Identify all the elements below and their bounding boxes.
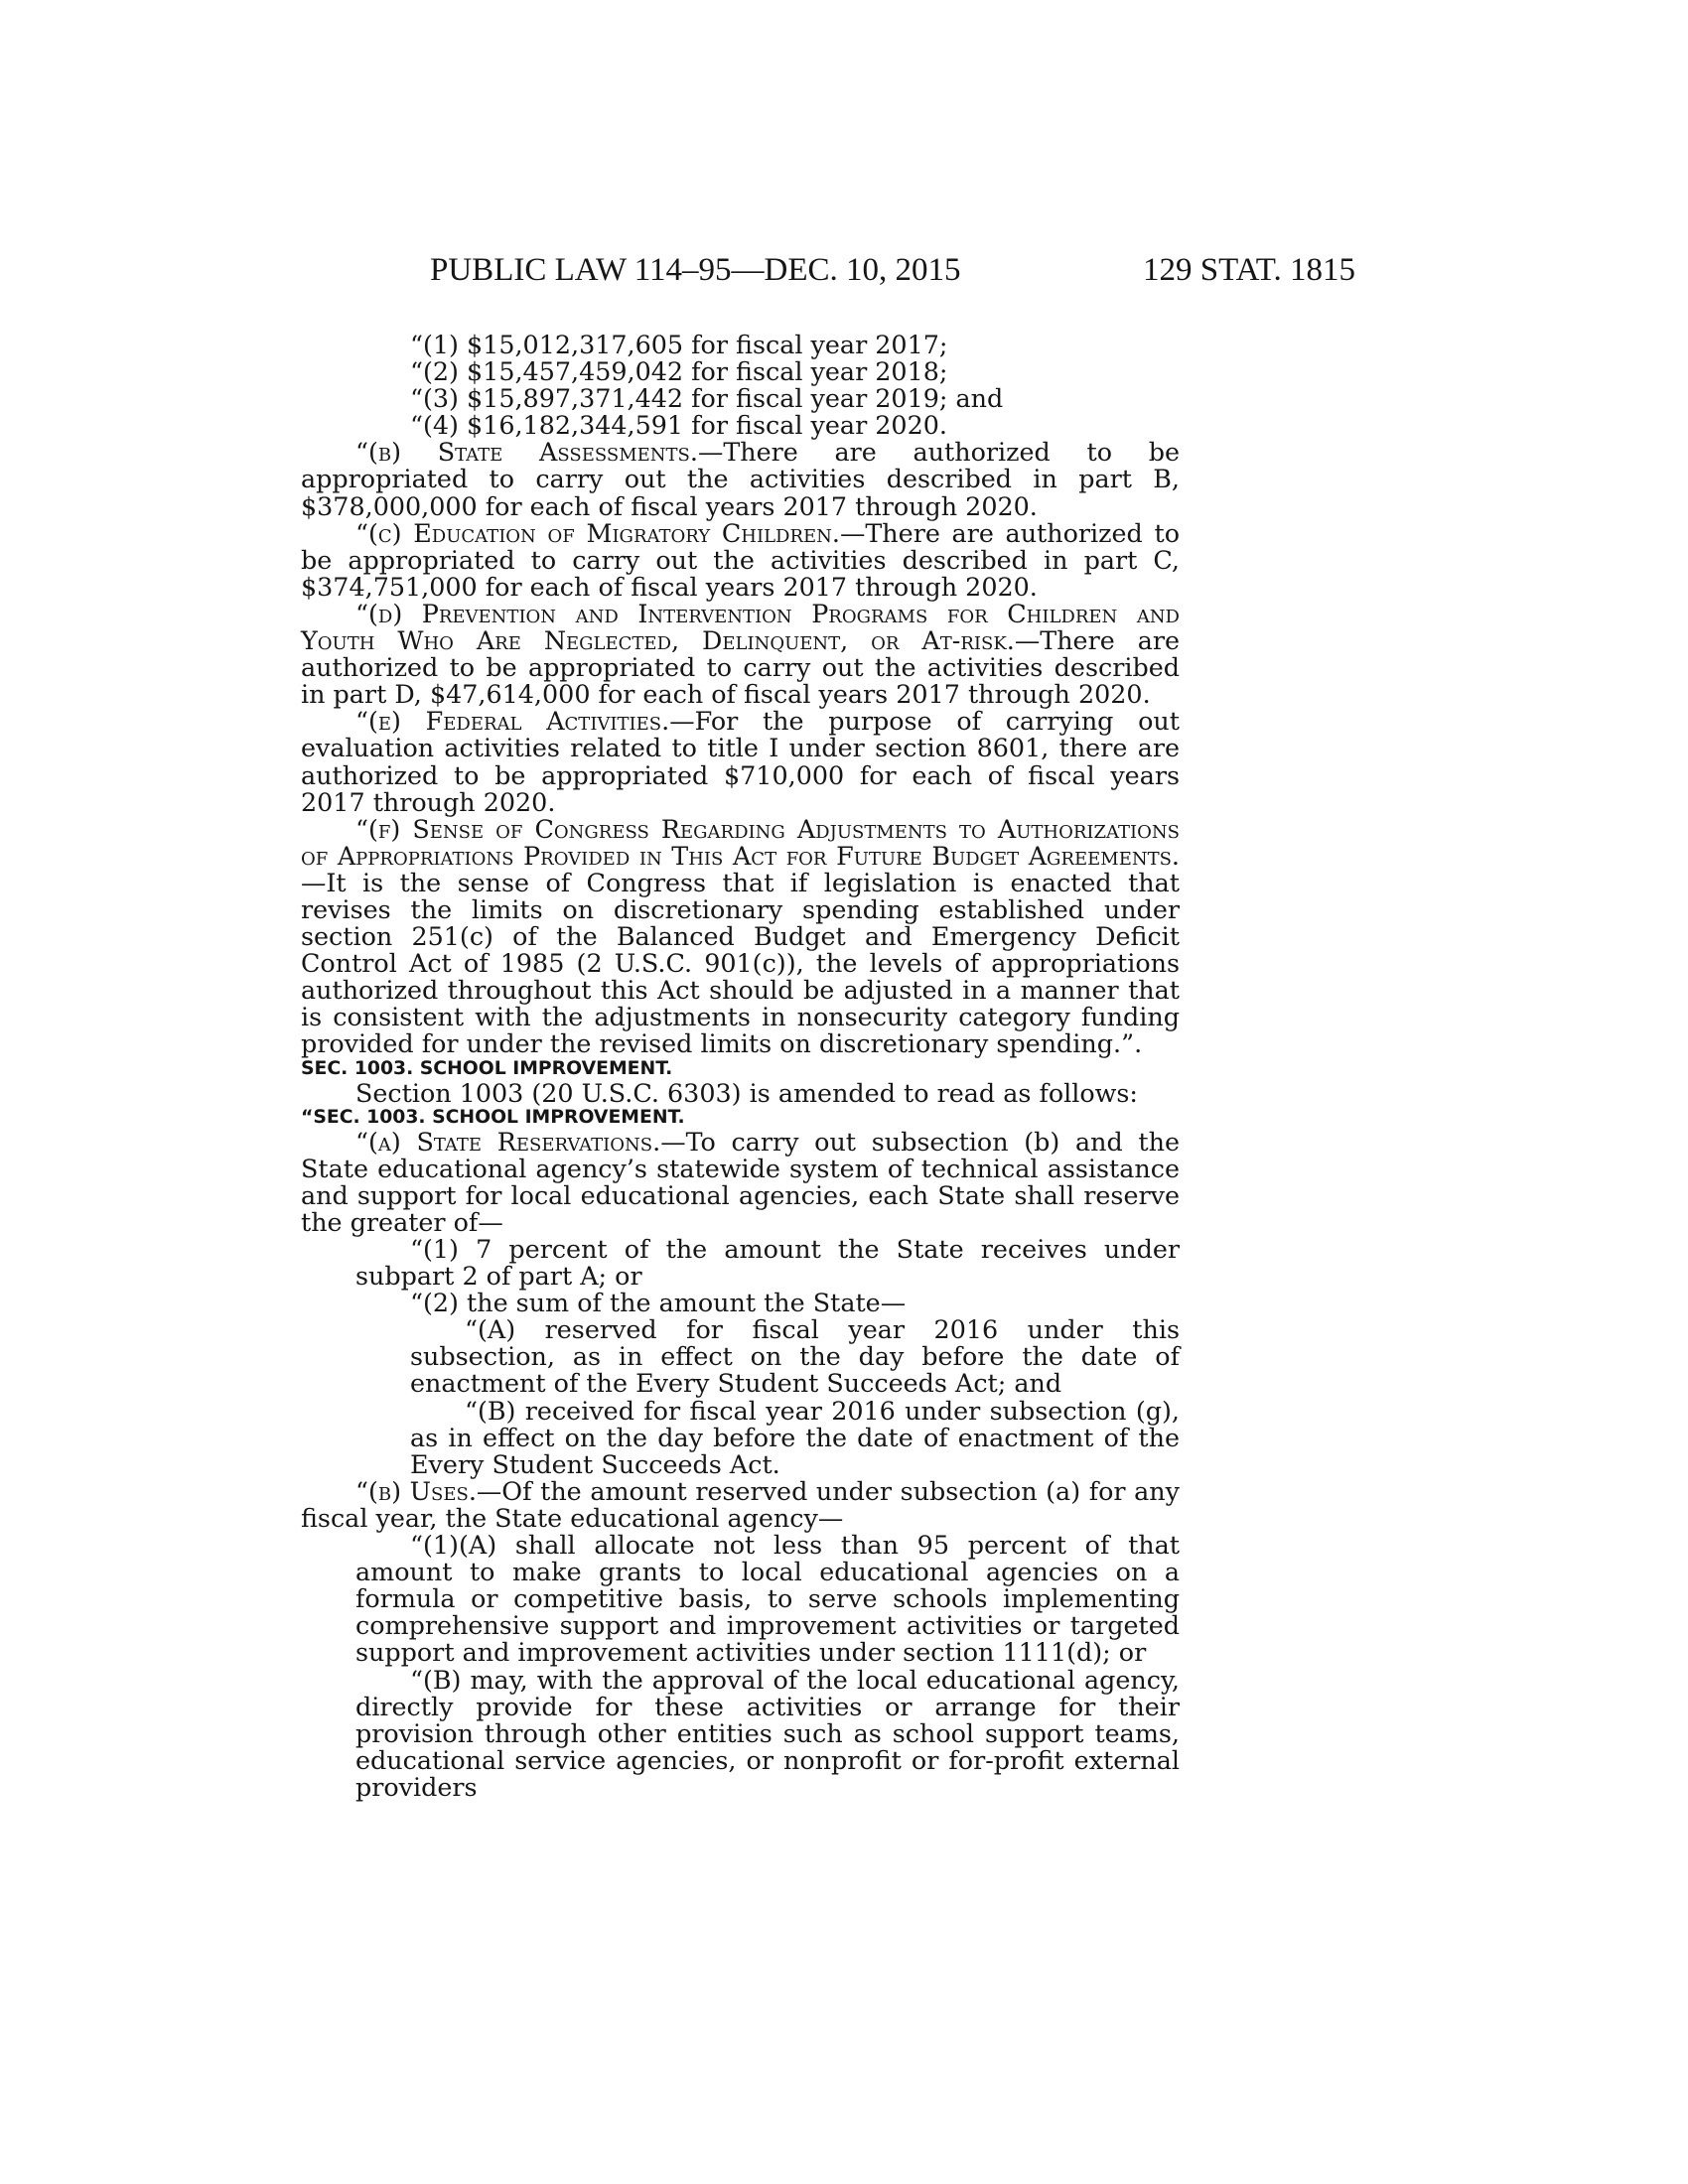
subsection-text: —There are authorized to be appropriated to carry out the activities described in part C, $374,751,000 for each of fiscal years 2017 through 2020. <box>301 517 1180 602</box>
paragraph-received-fy2016: “(B) received for fiscal year 2016 under subsection (g), as in effect on the day before the date of enactment of the Every Student Succeeds Act. <box>410 1395 1180 1479</box>
paragraph-uses <box>301 1475 1180 1533</box>
paragraph-prevention-intervention <box>301 598 1180 710</box>
section-heading: SEC. 1003. SCHOOL IMPROVEMENT. <box>301 1057 673 1079</box>
subsection-heading: “(a) State Reservations. <box>355 1126 661 1157</box>
paragraph-sense-of-congress <box>301 813 1180 1059</box>
quoted-section-heading: “SEC. 1003. SCHOOL IMPROVEMENT. <box>301 1106 685 1128</box>
statute-page-number: 129 STAT. 1815 <box>1143 252 1356 288</box>
paragraph-sum-of-amount: “(2) the sum of the amount the State— <box>410 1288 907 1318</box>
paragraph-amendment-intro: Section 1003 (20 U.S.C. 6303) is amended to read as follows: <box>355 1077 1138 1108</box>
paragraph-7-percent: “(1) 7 percent of the amount the State receives under subpart 2 of part A; or <box>355 1234 1180 1292</box>
paragraph-fy2019: “(3) $15,897,371,442 for fiscal year 2019; and <box>410 383 1004 414</box>
subsection-heading: “(d) Prevention and Intervention Programs for Children and Youth Who Are Neglected, Delinquent, or At-risk. <box>301 598 1180 656</box>
paragraph-fy2018: “(2) $15,457,459,042 for fiscal year 2018; <box>410 356 948 387</box>
subsection-text: —It is the sense of Congress that if legislation is enacted that revises the limits on discretionary spending established under section 251(c) of the Balanced Budget and Emergency Deficit Control Act of 1985 (2 U.S.C. 901(c)), the levels of appropriations authorized throughout this Act should be adjusted in a manner that is consistent with the adjustments in nonsecurity category funding provided for under the revised limits on discretionary spending.”. <box>301 867 1180 1059</box>
subsection-heading: “(b) State Assessments. <box>355 437 698 468</box>
paragraph-state-reservations <box>301 1126 1180 1237</box>
paragraph-allocate-95-percent: “(1)(A) shall allocate not less than 95 percent of that amount to make grants to local educational agencies on a formula or competitive basis, to serve schools implementing comprehensive support and improvement activities or targeted support and improvement activities under section 1111(d); or <box>355 1530 1180 1668</box>
document-body <box>301 332 1180 1801</box>
paragraph-reserved-fy2016: “(A) reserved for fiscal year 2016 under this subsection, as in effect on the day before the date of enactment of the Every Student Succeeds Act; and <box>410 1314 1180 1399</box>
paragraph-directly-provide: “(B) may, with the approval of the local educational agency, directly provide for these activities or arrange for their provision through other entities such as school support teams, educational service agencies, or nonprofit or for-profit external providers <box>355 1664 1180 1802</box>
paragraph-fy2017: “(1) $15,012,317,605 for fiscal year 2017; <box>410 330 948 359</box>
subsection-heading: “(b) Uses. <box>355 1475 477 1506</box>
paragraph-migratory-children <box>301 517 1180 602</box>
paragraph-federal-activities <box>301 708 1180 815</box>
subsection-text: —Of the amount reserved under subsection (a) for any fiscal year, the State educational agency— <box>301 1475 1180 1533</box>
subsection-heading: “(e) Federal Activities. <box>355 706 670 737</box>
paragraph-fy2020: “(4) $16,182,344,591 for fiscal year 2020. <box>410 410 947 441</box>
paragraph-state-assessments <box>301 439 1180 519</box>
subsection-text: —There are authorized to be appropriated to carry out the activities described in part B, $378,000,000 for each of fiscal years 2017 through 2020. <box>301 437 1180 521</box>
subsection-heading: “(c) Education of Migratory Children. <box>355 517 840 548</box>
subsection-text: —There are authorized to be appropriated to carry out the activities described in part D, $47,614,000 for each of fiscal years 2017 through 2020. <box>301 625 1180 710</box>
running-header-title: PUBLIC LAW 114–95—DEC. 10, 2015 <box>430 252 961 288</box>
subsection-heading: “(f) Sense of Congress Regarding Adjustments to Authorizations of Appropriations Provided in This Act for Future Budget Agreements. <box>301 813 1180 871</box>
subsection-text: —To carry out subsection (b) and the State educational agency’s statewide system of technical assistance and support for local educational agencies, each State shall reserve the greater of— <box>301 1126 1180 1237</box>
subsection-text: —For the purpose of carrying out evaluation activities related to title I under section 8601, there are authorized to be appropriated $710,000 for each of fiscal years 2017 through 2020. <box>301 706 1180 817</box>
